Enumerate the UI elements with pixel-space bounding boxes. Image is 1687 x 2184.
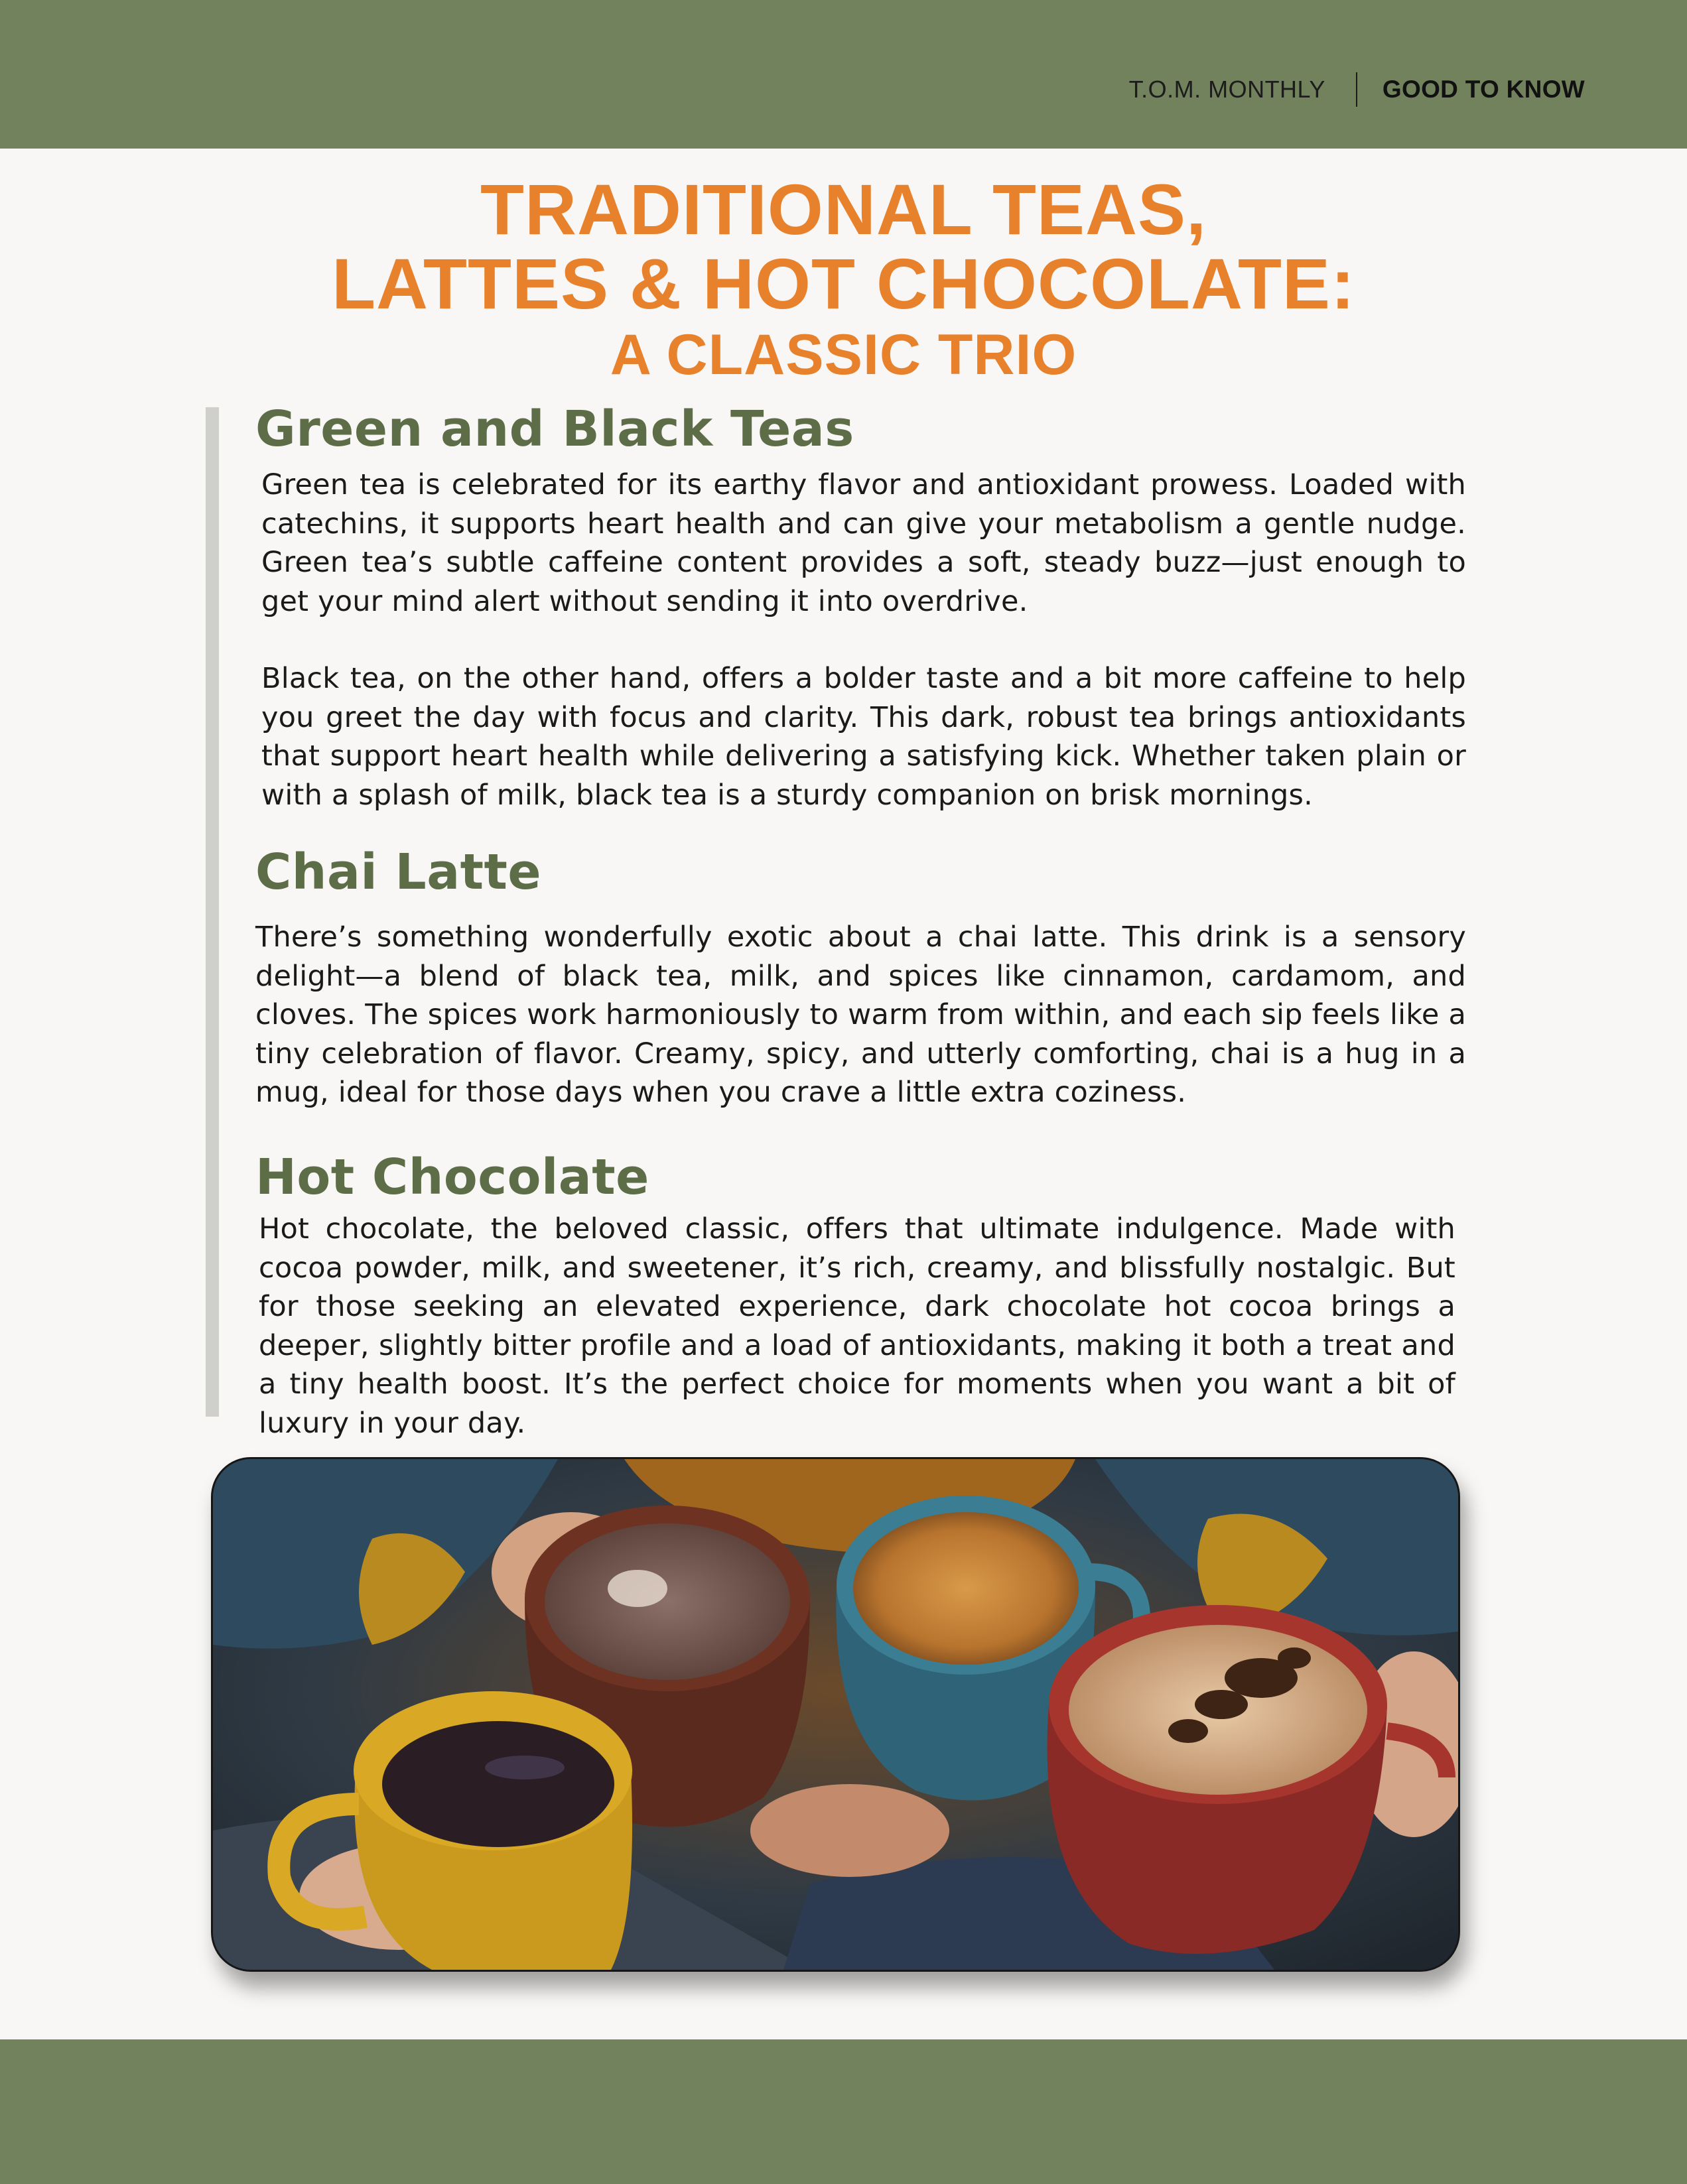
section-label: GOOD TO KNOW — [1382, 76, 1585, 103]
heading-green-black-teas: Green and Black Teas — [255, 401, 854, 458]
heading-chai-latte: Chai Latte — [255, 844, 542, 901]
paragraph-green-tea: Green tea is celebrated for its earthy flavor and antioxidant prowess. Loaded with catechins, it supports heart health and can give your metabolism a gentle nudge. Green tea’s subtle caffeine content provides a soft, steady buzz—just enough to get your mind alert without sending it into overdrive. — [261, 468, 1466, 618]
photo-four-mugs — [211, 1457, 1460, 1972]
left-accent-rule — [206, 407, 219, 1417]
publication-name: T.O.M. MONTHLY — [1128, 76, 1325, 103]
title-line-2: LATTES & HOT CHOCOLATE: — [332, 243, 1355, 324]
header-divider — [1356, 72, 1357, 107]
paragraph-chai-latte: There’s something wonderfully exotic about a chai latte. This drink is a sensory delight—a blend of black tea, milk, and spices like cinnamon, cardamom, and cloves. The spices work harmoniously to warm from within, and each sip feels like a tiny celebration of flavor. Creamy, spicy, and utterly comforting, chai is a hug in a mug, ideal for those days when you crave a little extra coziness. — [255, 921, 1466, 1109]
paragraph-hot-chocolate: Hot chocolate, the beloved classic, offers that ultimate indulgence. Made with cocoa powder, milk, and sweetener, it’s rich, creamy, and blissfully nostalgic. But for those seeking an elevated experience, dark chocolate hot cocoa brings a deeper, slightly bitter profile and a load of antioxidants, making it both a treat and a tiny health boost. It’s the perfect choice for moments when you want a bit of luxury in your day. — [259, 1212, 1455, 1440]
title-line-1: TRADITIONAL TEAS, — [480, 169, 1207, 249]
bottom-banner — [0, 2039, 1687, 2184]
title-subtitle: A CLASSIC TRIO — [610, 323, 1077, 387]
header-nav — [1129, 72, 1585, 107]
mugs-illustration — [213, 1459, 1458, 1970]
heading-hot-chocolate: Hot Chocolate — [255, 1149, 649, 1206]
paragraph-black-tea: Black tea, on the other hand, offers a bolder taste and a bit more caffeine to help you greet the day with focus and clarity. This dark, robust tea brings antioxidants that support heart health while delivering a satisfying kick. Whether taken plain or with a splash of milk, black tea is a sturdy companion on brisk mornings. — [261, 662, 1466, 812]
page-title — [0, 169, 1687, 387]
